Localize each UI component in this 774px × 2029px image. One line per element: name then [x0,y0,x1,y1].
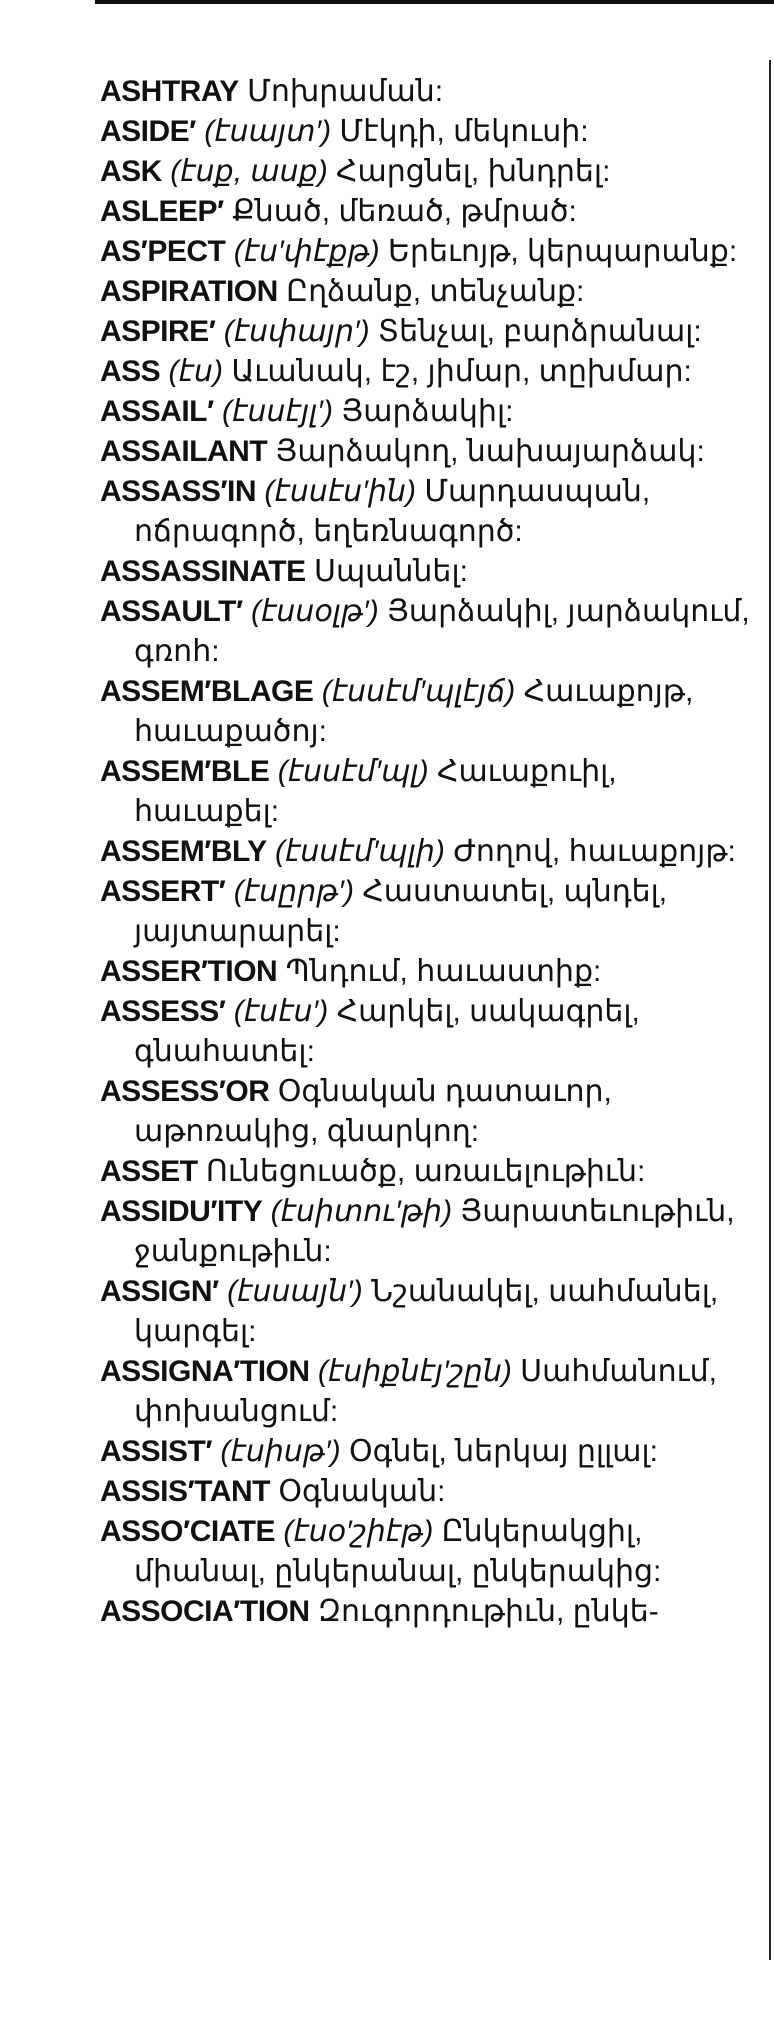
dictionary-entry [100,592,760,672]
entry-definition: Օգնել, ներկայ ըլլալ: [348,1435,658,1468]
entry-headword: ASSIST′ [100,1435,213,1468]
entry-headword: ASK [100,155,162,188]
entry-pronunciation: (էսիտու′թի) [270,1195,453,1228]
entry-definition: Սպաննել: [314,555,468,588]
entry-headword: ASSIS′TANT [100,1475,270,1508]
entry-headword: ASSO′CIATE [100,1515,275,1548]
entry-definition: Երեւոյթ, կերպարանք: [388,235,738,268]
entry-headword: ASSESS′OR [100,1075,270,1108]
entry-pronunciation: (էսփայր′) [223,315,370,348]
entry-pronunciation: (էսսէմ′պլէյճ) [321,675,516,708]
dictionary-entry [100,1432,760,1472]
dictionary-entry [100,312,760,352]
entry-definition: Հարկել, սակագրել, գնահատել: [134,995,640,1068]
entry-definition: Ունեցուածք, առաւելութիւն: [205,1155,646,1188]
entry-definition: Հաւաքոյթ, հաւաքածոյ: [134,675,694,748]
entry-definition: Մոխրաման: [247,75,444,108]
entry-definition: Յարձակող, նախայարձակ: [275,435,705,468]
dictionary-entry [100,392,760,432]
entry-headword: ASSAILANT [100,435,268,468]
entry-headword: ASSESS′ [100,995,226,1028]
entry-definition: Օգնական: [278,1475,446,1508]
dictionary-entry [100,1512,760,1592]
entry-definition: Յարձակիլ: [341,395,514,428]
entry-headword: ASSASSINATE [100,555,306,588]
entry-headword: AS′PECT [100,235,226,268]
dictionary-entry [100,352,760,392]
dictionary-column [100,72,760,1632]
dictionary-entry [100,1472,760,1512]
dictionary-entry [100,1272,760,1352]
entry-headword: ASSEM′BLE [100,755,270,788]
entry-definition: Նշանակել, սահմանել, կարգել: [134,1275,719,1348]
entry-headword: ASS [100,355,161,388]
entry-pronunciation: (էսըրթ′) [233,875,354,908]
entry-definition: Քնած, մեռած, թմրած: [232,195,577,228]
entry-definition: Աւանակ, էշ, յիմար, տըխմար: [231,355,692,388]
entry-pronunciation: (էսք, ասք) [170,155,328,188]
entry-definition: Օգնական դատաւոր, աթոռակից, գնարկող: [134,1075,612,1148]
entry-headword: ASSIGNA′TION [100,1355,310,1388]
entry-definition: Յարձակիլ, յարձակում, գռոհ: [134,595,750,668]
dictionary-entry [100,872,760,952]
entry-pronunciation: (էսսօլթ′) [250,595,379,628]
dictionary-entry [100,72,760,112]
dictionary-entry [100,192,760,232]
entry-headword: ASSASS′IN [100,475,257,508]
dictionary-entry [100,472,760,552]
entry-pronunciation: (էսօ′շիէթ) [283,1515,434,1548]
dictionary-entry [100,992,760,1072]
entry-headword: ASLEEP′ [100,195,224,228]
entry-pronunciation: (էսսէմ′պլ) [277,755,429,788]
entry-definition: Ժողով, հաւաքոյթ: [453,835,736,868]
entry-pronunciation: (էս) [168,355,223,388]
dictionary-entry [100,552,760,592]
dictionary-entry [100,112,760,152]
dictionary-entry [100,752,760,832]
entry-headword: ASSAIL′ [100,395,214,428]
dictionary-entry [100,1192,760,1272]
entry-pronunciation: (էսսէմ′պլի) [274,835,445,868]
entry-definition: Զուգորդութիւն, ընկե- [317,1595,659,1628]
dictionary-entry [100,432,760,472]
entry-headword: ASSEM′BLAGE [100,675,314,708]
dictionary-entry [100,1072,760,1152]
entry-headword: ASSIDU′ITY [100,1195,263,1228]
entry-headword: ASSER′TION [100,955,278,988]
entry-headword: ASSAULT′ [100,595,243,628]
entry-pronunciation: (էսսայն′) [227,1275,363,1308]
dictionary-entry [100,1352,760,1432]
dictionary-entry [100,232,760,272]
entry-headword: ASSOCIA′TION [100,1595,310,1628]
entry-pronunciation: (էսիսթ′) [220,1435,341,1468]
entry-definition: Հարցնել, խնդրել: [336,155,611,188]
entry-definition: Ընկերակցիլ, միանալ, ընկերանալ, ընկերակից: [134,1515,662,1588]
entry-headword: ASSIGN′ [100,1275,219,1308]
dictionary-entry [100,672,760,752]
entry-definition: Հաւաքուիլ, հաւաքել: [134,755,617,828]
entry-definition: Մէկդի, մեկուսի: [339,115,589,148]
entry-pronunciation: (էսայտ′) [204,115,332,148]
column-rule [769,60,771,1960]
entry-definition: Տենչալ, բարձրանալ: [377,315,702,348]
entry-headword: ASSET [100,1155,198,1188]
entry-definition: Պնդում, հաւաստիք: [285,955,602,988]
entry-pronunciation: (էսսէյլ′) [222,395,334,428]
entry-headword: ASPIRE′ [100,315,216,348]
entry-headword: ASPIRATION [100,275,278,308]
dictionary-entry [100,152,760,192]
dictionary-entry [100,832,760,872]
entry-definition: Մարդասպան, ոճրագործ, եղեռնագործ: [134,475,651,548]
entry-headword: ASSEM′BLY [100,835,267,868]
entry-definition: Ըղձանք, տենչանք: [286,275,585,308]
entry-definition: Սահմանում, փոխանցում: [134,1355,718,1428]
dictionary-entry [100,272,760,312]
dictionary-entry [100,1592,760,1632]
entry-pronunciation: (էսիքնէյ′շըն) [317,1355,512,1388]
entry-headword: ASHTRAY [100,75,239,108]
dictionary-entry [100,952,760,992]
entry-pronunciation: (էսէս′) [233,995,329,1028]
entry-pronunciation: (էսսէս′ին) [264,475,416,508]
entry-headword: ASSERT′ [100,875,226,908]
entry-definition: Յարատեւութիւն, ջանքութիւն: [134,1195,735,1268]
entry-headword: ASIDE′ [100,115,196,148]
top-rule [95,0,774,4]
entry-definition: Հաստատել, պնդել, յայտարարել: [134,875,668,948]
entry-pronunciation: (էս′փէքթ) [233,235,380,268]
dictionary-entry [100,1152,760,1192]
